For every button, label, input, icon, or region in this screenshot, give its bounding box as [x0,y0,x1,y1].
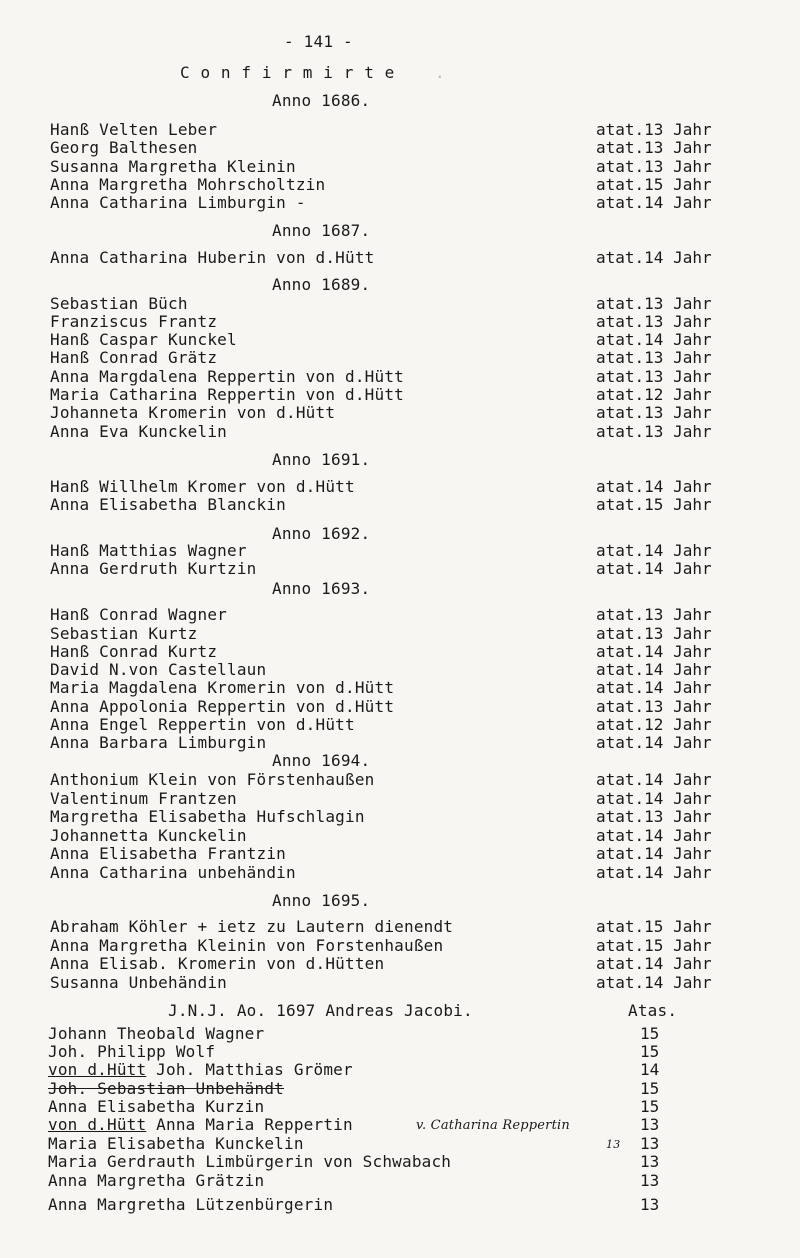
person-name: Anna Gerdruth Kurtzin [50,559,257,578]
person-name [48,1061,353,1079]
person-name: Anna Catharina Huberin von d.Hütt [50,248,375,267]
person-name: Anna Eva Kunckelin [50,422,227,441]
person-age: 13 [640,1134,660,1153]
person-age: 15 [640,1079,660,1098]
person-age: atat.14 Jahr [596,826,712,845]
person-name: Maria Gerdrauth Limbürgerin von Schwabach [48,1152,452,1171]
person-name: Anna Appolonia Reppertin von d.Hütt [50,697,395,716]
section-year-heading: Anno 1693. [272,579,371,598]
person-age: atat.14 Jahr [596,193,712,212]
section-year-heading: Anno 1691. [272,450,371,469]
person-name: Anna Margretha Lützenbürgerin [48,1195,334,1214]
person-age: atat.12 Jahr [596,385,712,404]
section-year-heading: Anno 1686. [272,91,371,110]
person-age: atat.14 Jahr [596,733,712,752]
section-year-heading: Anno 1692. [272,524,371,543]
person-age: atat.14 Jahr [596,863,712,882]
person-age: atat.14 Jahr [596,789,712,808]
person-age: atat.13 Jahr [596,697,712,716]
handwritten-annotation-number: 13 [606,1138,621,1151]
person-name: Anna Engel Reppertin von d.Hütt [50,715,355,734]
person-name: Anna Elisabetha Frantzin [50,844,286,863]
person-name: Sebastian Kurtz [50,624,198,643]
person-name: Johanneta Kromerin von d.Hütt [50,403,336,422]
person-age: 14 [640,1060,660,1079]
person-name: Franziscus Frantz [50,312,218,331]
person-name: Susanna Unbehändin [50,973,227,992]
person-age: atat.14 Jahr [596,678,712,697]
person-age: atat.14 Jahr [596,660,712,679]
person-age: 15 [640,1024,660,1043]
person-age: atat.13 Jahr [596,807,712,826]
person-age: 13 [640,1171,660,1190]
person-name: Valentinum Frantzen [50,789,237,808]
person-name: Maria Magdalena Kromerin von d.Hütt [50,678,395,697]
person-age: atat.13 Jahr [596,403,712,422]
person-name: Abraham Köhler + ietz zu Lautern dienendt [50,917,454,936]
person-age: atat.13 Jahr [596,157,712,176]
person-name: Anna Catharina Limburgin - [50,193,306,212]
person-age: 15 [640,1042,660,1061]
person-name: Anna Barbara Limburgin [50,733,267,752]
person-name: Anna Margretha Kleinin von Forstenhaußen [50,936,444,955]
person-name: Anna Elisabetha Kurzin [48,1097,265,1116]
person-name [48,1116,353,1134]
person-age: atat.14 Jahr [596,844,712,863]
person-name: Anna Margretha Grätzin [48,1171,265,1190]
person-name: Maria Elisabetha Kunckelin [48,1134,304,1153]
name-text: Anna Maria Reppertin [146,1115,353,1134]
person-age: atat.14 Jahr [596,973,712,992]
person-name: Anna Margretha Mohrscholtzin [50,175,326,194]
age-column-header: Atas. [628,1001,678,1020]
person-name: Anna Elisabetha Blanckin [50,495,286,514]
person-age: atat.14 Jahr [596,954,712,973]
person-name: Margretha Elisabetha Hufschlagin [50,807,365,826]
person-name: Hanß Conrad Grätz [50,348,218,367]
person-name: Hanß Conrad Wagner [50,605,227,624]
person-age: atat.13 Jahr [596,120,712,139]
person-age: atat.14 Jahr [596,541,712,560]
place-prefix: von d.Hütt [48,1060,147,1079]
person-age: atat.14 Jahr [596,477,712,496]
person-name: Maria Catharina Reppertin von d.Hütt [50,385,404,404]
section-year-heading: Anno 1694. [272,751,371,770]
person-name: Joh. Sebastian Unbehändt [48,1079,284,1098]
section-year-heading: Anno 1695. [272,891,371,910]
person-age: atat.12 Jahr [596,715,712,734]
person-name: Johann Theobald Wagner [48,1024,265,1043]
person-age: atat.13 Jahr [596,367,712,386]
person-age: atat.13 Jahr [596,138,712,157]
person-age: atat.14 Jahr [596,770,712,789]
person-age: 15 [640,1097,660,1116]
person-age: atat.13 Jahr [596,422,712,441]
person-name: Sebastian Büch [50,294,188,313]
person-age: atat.15 Jahr [596,936,712,955]
person-age: atat.15 Jahr [596,175,712,194]
person-name: Anna Margdalena Reppertin von d.Hütt [50,367,404,386]
section-year-heading: Anno 1689. [272,275,371,294]
person-age: atat.13 Jahr [596,312,712,331]
person-name: Susanna Margretha Kleinin [50,157,296,176]
person-name: Joh. Philipp Wolf [48,1042,216,1061]
person-age: 13 [640,1195,660,1214]
person-age: atat.14 Jahr [596,559,712,578]
name-text: Joh. Matthias Grömer [146,1060,353,1079]
person-name: Anthonium Klein von Förstenhaußen [50,770,375,789]
document-title: C o n f i r m i r t e [180,63,395,82]
person-name: Anna Elisab. Kromerin von d.Hütten [50,954,385,973]
person-name: Hanß Conrad Kurtz [50,642,218,661]
person-age: atat.14 Jahr [596,248,712,267]
person-age: atat.15 Jahr [596,917,712,936]
person-name: David N.von Castellaun [50,660,267,679]
section-heading-1697: J.N.J. Ao. 1697 Andreas Jacobi. [168,1001,473,1020]
place-prefix: von d.Hütt [48,1115,147,1134]
person-age: atat.13 Jahr [596,624,712,643]
person-name: Hanß Caspar Kunckel [50,330,237,349]
title-dot: . [435,63,445,82]
person-name: Hanß Velten Leber [50,120,218,139]
person-name: Hanß Matthias Wagner [50,541,247,560]
person-name: Georg Balthesen [50,138,198,157]
handwritten-annotation: v. Catharina Reppertin [416,1118,570,1133]
section-year-heading: Anno 1687. [272,221,371,240]
person-name: Hanß Willhelm Kromer von d.Hütt [50,477,355,496]
person-age: atat.14 Jahr [596,642,712,661]
person-age: atat.13 Jahr [596,294,712,313]
person-age: atat.15 Jahr [596,495,712,514]
person-name: Johannetta Kunckelin [50,826,247,845]
person-age: atat.13 Jahr [596,605,712,624]
page-number: - 141 - [284,32,353,51]
person-age: atat.14 Jahr [596,330,712,349]
person-age: 13 [640,1152,660,1171]
person-name: Anna Catharina unbehändin [50,863,296,882]
person-age: 13 [640,1115,660,1134]
person-age: atat.13 Jahr [596,348,712,367]
